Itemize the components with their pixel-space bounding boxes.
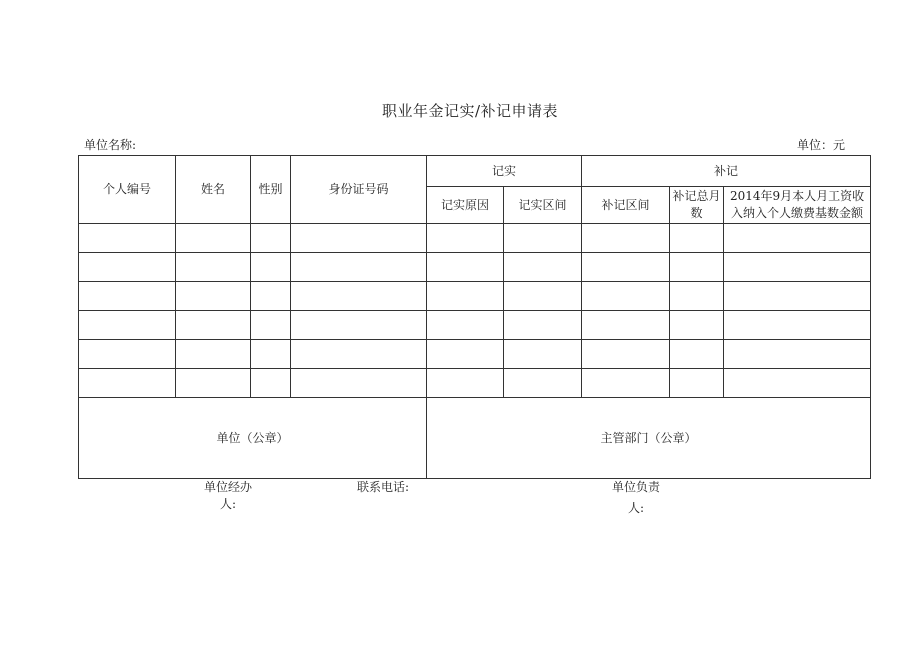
table-cell[interactable] <box>79 253 176 282</box>
handler-label <box>195 479 261 513</box>
table-cell[interactable] <box>582 311 670 340</box>
table-cell[interactable] <box>176 311 251 340</box>
table-cell[interactable] <box>504 253 582 282</box>
table-row <box>79 340 871 369</box>
table-row <box>79 224 871 253</box>
form-title: 职业年金记实/补记申请表 <box>381 102 559 120</box>
leader-label <box>603 479 669 517</box>
table-cell[interactable] <box>79 224 176 253</box>
table-cell[interactable] <box>79 340 176 369</box>
table-cell[interactable] <box>291 253 427 282</box>
header-name: 姓名 <box>176 156 251 224</box>
header-supplement-total-months: 补记总月数 <box>670 187 724 224</box>
table-cell[interactable] <box>79 311 176 340</box>
table-cell[interactable] <box>79 369 176 398</box>
table-cell[interactable] <box>176 224 251 253</box>
leader-label-line2: 人: <box>627 501 645 515</box>
table-cell[interactable] <box>251 340 291 369</box>
table-row <box>79 282 871 311</box>
table-cell[interactable] <box>724 253 871 282</box>
unit-name-label: 单位名称: <box>84 138 137 152</box>
table-cell[interactable] <box>582 282 670 311</box>
table-cell[interactable] <box>291 340 427 369</box>
table-cell[interactable] <box>251 253 291 282</box>
table-cell[interactable] <box>251 224 291 253</box>
table-cell[interactable] <box>427 253 504 282</box>
table-cell[interactable] <box>176 253 251 282</box>
table-cell[interactable] <box>291 224 427 253</box>
table-cell[interactable] <box>670 282 724 311</box>
application-table <box>78 155 871 479</box>
table-row <box>79 369 871 398</box>
leader-label-line1: 单位负责 <box>611 480 660 494</box>
header-supplement-period: 补记区间 <box>582 187 670 224</box>
table-cell[interactable] <box>724 369 871 398</box>
table-cell[interactable] <box>504 340 582 369</box>
header-personal-id: 个人编号 <box>79 156 176 224</box>
phone-label: 联系电话: <box>357 480 410 494</box>
table-cell[interactable] <box>724 340 871 369</box>
handler-label-line2: 人: <box>219 497 237 511</box>
table-cell[interactable] <box>724 224 871 253</box>
table-cell[interactable] <box>427 282 504 311</box>
header-record: 记实 <box>427 156 582 187</box>
table-cell[interactable] <box>504 282 582 311</box>
table-cell[interactable] <box>251 282 291 311</box>
dept-seal-cell: 主管部门（公章） <box>427 398 871 479</box>
table-cell[interactable] <box>176 369 251 398</box>
table-cell[interactable] <box>582 369 670 398</box>
table-cell[interactable] <box>291 282 427 311</box>
table-cell[interactable] <box>582 253 670 282</box>
handler-label-line1: 单位经办 <box>203 480 252 494</box>
table-cell[interactable] <box>724 311 871 340</box>
currency-unit-label: 单位：元 <box>797 138 846 152</box>
table-cell[interactable] <box>79 282 176 311</box>
table-cell[interactable] <box>582 224 670 253</box>
table-cell[interactable] <box>670 340 724 369</box>
header-record-period: 记实区间 <box>504 187 582 224</box>
table-cell[interactable] <box>251 311 291 340</box>
header-supplement: 补记 <box>582 156 871 187</box>
table-row <box>79 253 871 282</box>
table-cell[interactable] <box>504 224 582 253</box>
table-cell[interactable] <box>427 340 504 369</box>
header-base-amount: 2014年9月本人月工资收入纳入个人缴费基数金额 <box>724 187 871 224</box>
table-cell[interactable] <box>670 224 724 253</box>
table-cell[interactable] <box>724 282 871 311</box>
header-record-reason: 记实原因 <box>427 187 504 224</box>
table-cell[interactable] <box>582 340 670 369</box>
table-row <box>79 311 871 340</box>
table-cell[interactable] <box>291 311 427 340</box>
table-cell[interactable] <box>176 282 251 311</box>
table-cell[interactable] <box>176 340 251 369</box>
unit-seal-cell: 单位（公章） <box>79 398 427 479</box>
table-cell[interactable] <box>427 311 504 340</box>
table-cell[interactable] <box>427 224 504 253</box>
table-cell[interactable] <box>504 369 582 398</box>
table-cell[interactable] <box>670 253 724 282</box>
table-cell[interactable] <box>670 369 724 398</box>
table-cell[interactable] <box>670 311 724 340</box>
header-gender: 性别 <box>251 156 291 224</box>
table-cell[interactable] <box>504 311 582 340</box>
header-id-card: 身份证号码 <box>291 156 427 224</box>
table-cell[interactable] <box>251 369 291 398</box>
table-cell[interactable] <box>427 369 504 398</box>
table-cell[interactable] <box>291 369 427 398</box>
